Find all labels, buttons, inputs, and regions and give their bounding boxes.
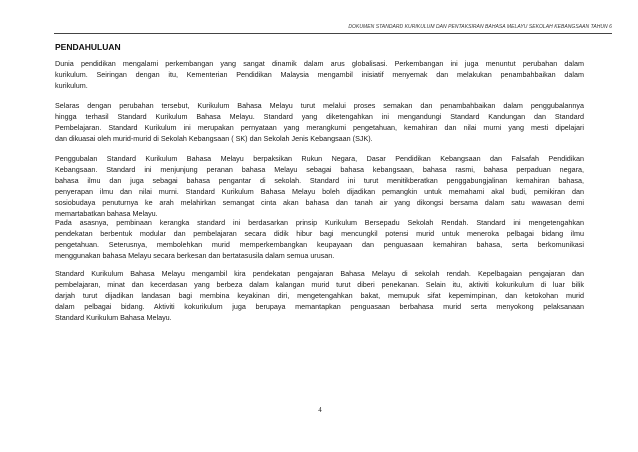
paragraph-1 <box>55 58 584 91</box>
paragraph-line: memartabatkan bahasa Melayu. <box>55 209 158 218</box>
paragraph-line: pendekatan berbentuk modular dan pembelajaran secara didik hibur bagi mencungkil potensi murid untuk meneroka pelbagai bidang ilmu <box>55 229 584 238</box>
paragraph-line: Penggubalan Standard Kurikulum Bahasa Melayu berpaksikan Rukun Negara, Dasar Pendidikan Kebangsaan dan Falsafah Pendidikan <box>55 154 584 163</box>
paragraph-line: penyerapan ilmu dan nilai murni. Standard Kurikulum Bahasa Melayu boleh dijadikan pemangkin untuk memahami akal budi, pemikiran dan <box>55 187 584 196</box>
paragraph-line: pembelajaran, minat dan kecerdasan yang berbeza dalam kalangan murid turut diberi penekanan. Selain itu, aktiviti kokurikulum di luar bilik <box>55 280 584 289</box>
paragraph-line: Standard Kurikulum Bahasa Melayu. <box>55 313 172 322</box>
paragraph-line: dan dikuasai oleh murid-murid di Sekolah Kebangsaan ( SK) dan Sekolah Jenis Kebangsaan (SJK). <box>55 134 373 143</box>
page-number: 4 <box>318 406 322 414</box>
paragraph-line: hingga terhasil Standard Kurikulum Bahasa Melayu. Standard yang diketengahkan ini mengandungi Standard Kandungan dan Standard <box>55 112 584 121</box>
paragraph-line: Pada asasnya, pembinaan kerangka standard ini berdasarkan prinsip Kurikulum Bersepadu Sekolah Rendah. Standard ini mengetengahkan <box>55 218 584 227</box>
paragraph-line: Dunia pendidikan mengalami perkembangan yang sangat dinamik dalam arus globalisasi. Perkembangan ini juga menuntut perubahan dalam <box>55 59 584 68</box>
header-divider <box>54 33 612 34</box>
paragraph-line: Pembelajaran. Standard Kurikulum ini merupakan pernyataan yang merangkumi pengetahuan, kemahiran dan nilai murni yang mesti dipelajari <box>55 123 584 132</box>
paragraph-line: sosiobudaya penuturnya ke arah melahirkan semangat cinta akan bahasa dan tanah air yang dikongsi bersama dalam satu wawasan demi <box>55 198 584 207</box>
section-title: PENDAHULUAN <box>55 42 121 52</box>
paragraph-line: kurikulum. Seiringan dengan itu, Kementerian Pendidikan Malaysia mengambil inisiatif menyemak dan melakukan penambahbaikan dalam <box>55 70 584 79</box>
paragraph-line: Standard Kurikulum Bahasa Melayu mengambil kira pendekatan pengajaran Bahasa Melayu di sekolah rendah. Kepelbagaian pengajaran dan <box>55 269 584 278</box>
paragraph-line: Selaras dengan perubahan tersebut, Kurikulum Bahasa Melayu turut melalui proses semakan dan penambahbaikan dalam penggubalannya <box>55 101 584 110</box>
paragraph-line: pengetahuan. Seterusnya, membolehkan murid memperkembangkan keupayaan dan penguasaan kemahiran bahasa, serta berkomunikasi <box>55 240 584 249</box>
paragraph-line: Kebangsaan. Standard ini menjunjung peranan bahasa Melayu sebagai bahasa kebangsaan, bahasa rasmi, bahasa perpaduan negara, <box>55 165 584 174</box>
paragraph-line: darjah turut dijadikan landasan bagi membina keyakinan diri, mengetengahkan bakat, memupuk sifat kepemimpinan, dan ketokohan murid <box>55 291 584 300</box>
paragraph-line: menggunakan bahasa Melayu secara berkesan dan bertatasusila dalam semua urusan. <box>55 251 335 260</box>
paragraph-line: bahasa ilmu dan juga sebagai bahasa pengantar di sekolah. Standard ini turut menitikberatkan penggabungjalinan kemahiran bahasa, <box>55 176 584 185</box>
running-header: DOKUMEN STANDARD KURIKULUM DAN PENTAKSIRAN BAHASA MELAYU SEKOLAH KEBANGSAAN TAHUN 6 <box>348 24 612 30</box>
paragraph-line: kurikulum. <box>55 81 88 90</box>
paragraph-2 <box>55 100 584 144</box>
paragraph-line: dalam pelbagai bidang. Aktiviti kokurikulum juga berupaya memantapkan penguasaan berbahasa murid serta menyokong pelaksanaan <box>55 302 584 311</box>
paragraph-4 <box>55 217 584 261</box>
paragraph-5 <box>55 268 584 323</box>
paragraph-3 <box>55 153 584 219</box>
